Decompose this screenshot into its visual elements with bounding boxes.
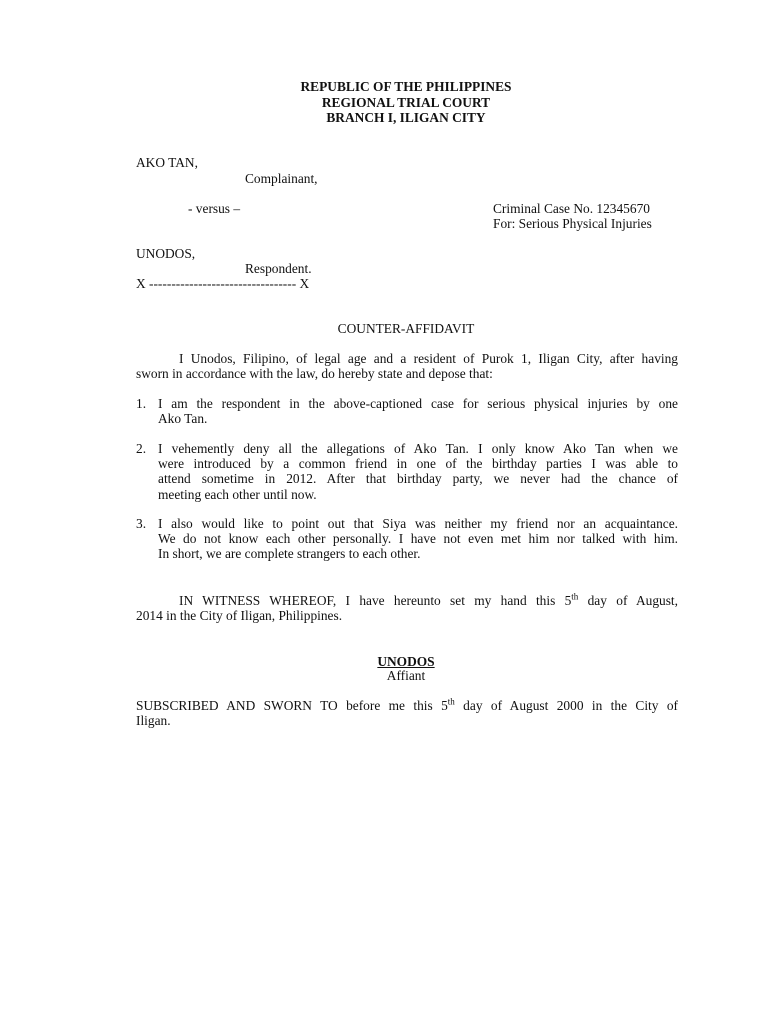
- item-line: In short, we are complete strangers to each other.: [158, 546, 421, 562]
- witness-paragraph: [136, 593, 678, 623]
- jurat-text: day of August 2000 in the City of: [454, 698, 678, 713]
- affiant-signature: [0, 654, 768, 669]
- item-line: meeting each other until now.: [158, 486, 317, 502]
- witness-line: [136, 593, 678, 608]
- item-line: I vehemently deny all the allegations of Ako Tan. I only know Ako Tan when we: [158, 441, 678, 456]
- affiant-name: UNODOS: [377, 654, 435, 669]
- intro-line: sworn in accordance with the law, do hereby state and depose that:: [136, 366, 493, 382]
- list-item: [158, 396, 678, 426]
- versus-label: - versus –: [188, 201, 241, 216]
- item-line: I am the respondent in the above-captioned case for serious physical injuries by one: [158, 396, 678, 411]
- list-item: [158, 441, 678, 502]
- witness-text: IN WITNESS WHEREOF, I have hereunto set my hand this 5: [179, 593, 572, 608]
- item-line: We do not know each other personally. I have not even met him nor talked with him.: [158, 531, 678, 547]
- item-number: 2.: [136, 441, 147, 456]
- item-line: attend sometime in 2012. After that birthday party, we never had the chance of: [158, 471, 678, 487]
- jurat-paragraph: [136, 698, 678, 728]
- item-number: 1.: [136, 396, 147, 411]
- item-number: 3.: [136, 516, 147, 531]
- intro-paragraph: [136, 351, 678, 381]
- caption-separator: X --------------------------------- X: [136, 276, 310, 291]
- day-ordinal: th: [447, 696, 455, 707]
- witness-line: 2014 in the City of Iligan, Philippines.: [136, 608, 343, 624]
- header-court: REGIONAL TRIAL COURT: [321, 95, 491, 110]
- case-offense: For: Serious Physical Injuries: [493, 216, 652, 231]
- affiant-role: Affiant: [386, 668, 426, 683]
- document-title: COUNTER-AFFIDAVIT: [337, 321, 475, 336]
- header-republic: REPUBLIC OF THE PHILIPPINES: [300, 79, 512, 94]
- complainant-role: Complainant,: [245, 171, 318, 186]
- jurat-line: [136, 698, 678, 713]
- item-line: Ako Tan.: [158, 411, 208, 427]
- day-ordinal: th: [571, 591, 579, 602]
- respondent-role: Respondent.: [245, 261, 312, 276]
- jurat-line: Iligan.: [136, 713, 171, 729]
- header-branch: BRANCH I, ILIGAN CITY: [326, 110, 486, 125]
- item-line: were introduced by a common friend in one of the birthday parties I was able to: [158, 456, 678, 472]
- respondent-name: UNODOS,: [136, 246, 196, 261]
- case-number: Criminal Case No. 12345670: [493, 201, 650, 216]
- complainant-name: AKO TAN,: [136, 155, 198, 170]
- intro-line: I Unodos, Filipino, of legal age and a resident of Purok 1, Iligan City, after having: [179, 351, 678, 366]
- item-line: I also would like to point out that Siya was neither my friend nor an acquaintance.: [158, 516, 678, 531]
- witness-text: day of August,: [578, 593, 678, 608]
- list-item: [158, 516, 678, 562]
- jurat-text: SUBSCRIBED AND SWORN TO before me this 5: [136, 698, 448, 713]
